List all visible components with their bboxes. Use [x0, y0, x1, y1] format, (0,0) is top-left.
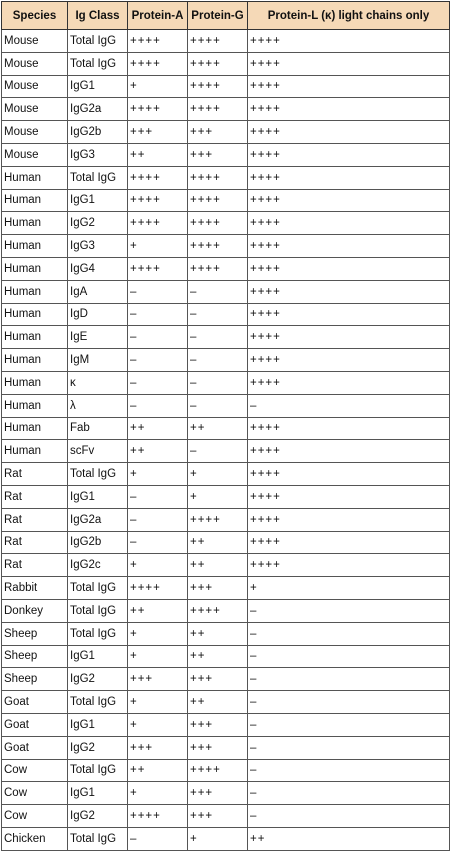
- table-row: [2, 417, 450, 440]
- table-row: [2, 440, 450, 463]
- protein-l-cell: –: [248, 759, 450, 782]
- table-row: [2, 713, 450, 736]
- protein-a-cell: ++++: [128, 189, 188, 212]
- protein-g-cell: +++: [188, 121, 248, 144]
- species-cell: Rat: [2, 485, 68, 508]
- protein-g-cell: ++: [188, 531, 248, 554]
- ig-class-cell: IgG1: [68, 485, 128, 508]
- ig-class-cell: Total IgG: [68, 577, 128, 600]
- protein-a-cell: –: [128, 394, 188, 417]
- species-cell: Human: [2, 235, 68, 258]
- protein-l-cell: +: [248, 577, 450, 600]
- header-ig-class: Ig Class: [68, 2, 128, 30]
- protein-a-cell: ++: [128, 417, 188, 440]
- ig-class-cell: IgG3: [68, 235, 128, 258]
- protein-a-cell: –: [128, 508, 188, 531]
- species-cell: Human: [2, 280, 68, 303]
- species-cell: Human: [2, 394, 68, 417]
- table-row: [2, 668, 450, 691]
- table-row: [2, 485, 450, 508]
- species-cell: Rat: [2, 508, 68, 531]
- protein-g-cell: +++: [188, 736, 248, 759]
- species-cell: Human: [2, 417, 68, 440]
- table-row: [2, 235, 450, 258]
- protein-a-cell: –: [128, 280, 188, 303]
- binding-affinity-table: [1, 1, 450, 851]
- protein-a-cell: +: [128, 235, 188, 258]
- protein-l-cell: ++++: [248, 417, 450, 440]
- protein-g-cell: –: [188, 303, 248, 326]
- protein-a-cell: +: [128, 645, 188, 668]
- protein-l-cell: ++: [248, 827, 450, 850]
- protein-a-cell: ++: [128, 759, 188, 782]
- protein-g-cell: ++++: [188, 257, 248, 280]
- table-row: [2, 121, 450, 144]
- table-row: [2, 371, 450, 394]
- protein-a-cell: –: [128, 531, 188, 554]
- protein-a-cell: +: [128, 554, 188, 577]
- ig-class-cell: Total IgG: [68, 622, 128, 645]
- protein-l-cell: –: [248, 668, 450, 691]
- ig-class-cell: IgG1: [68, 645, 128, 668]
- species-cell: Cow: [2, 782, 68, 805]
- header-protein-g: Protein-G: [188, 2, 248, 30]
- protein-l-cell: –: [248, 691, 450, 714]
- ig-class-cell: Total IgG: [68, 30, 128, 53]
- species-cell: Goat: [2, 736, 68, 759]
- protein-g-cell: ++++: [188, 599, 248, 622]
- table-row: [2, 577, 450, 600]
- table-row: [2, 599, 450, 622]
- species-cell: Mouse: [2, 30, 68, 53]
- ig-class-cell: IgE: [68, 326, 128, 349]
- protein-l-cell: ++++: [248, 235, 450, 258]
- protein-a-cell: –: [128, 371, 188, 394]
- species-cell: Human: [2, 440, 68, 463]
- species-cell: Human: [2, 371, 68, 394]
- table-row: [2, 782, 450, 805]
- protein-a-cell: +: [128, 463, 188, 486]
- protein-a-cell: ++++: [128, 30, 188, 53]
- ig-class-cell: IgG1: [68, 75, 128, 98]
- species-cell: Rat: [2, 463, 68, 486]
- ig-class-cell: IgG2: [68, 805, 128, 828]
- ig-class-cell: Total IgG: [68, 759, 128, 782]
- protein-l-cell: ++++: [248, 52, 450, 75]
- protein-a-cell: ++: [128, 440, 188, 463]
- species-cell: Human: [2, 349, 68, 372]
- protein-l-cell: –: [248, 394, 450, 417]
- protein-g-cell: +++: [188, 782, 248, 805]
- table-row: [2, 394, 450, 417]
- ig-class-cell: IgG2a: [68, 98, 128, 121]
- protein-l-cell: ++++: [248, 508, 450, 531]
- protein-g-cell: –: [188, 349, 248, 372]
- protein-g-cell: ++++: [188, 212, 248, 235]
- species-cell: Rabbit: [2, 577, 68, 600]
- ig-class-cell: Total IgG: [68, 691, 128, 714]
- protein-g-cell: ++++: [188, 759, 248, 782]
- table-row: [2, 52, 450, 75]
- ig-class-cell: IgA: [68, 280, 128, 303]
- species-cell: Mouse: [2, 52, 68, 75]
- ig-class-cell: Total IgG: [68, 166, 128, 189]
- species-cell: Cow: [2, 805, 68, 828]
- table-row: [2, 531, 450, 554]
- species-cell: Sheep: [2, 668, 68, 691]
- protein-a-cell: ++++: [128, 166, 188, 189]
- table-row: [2, 759, 450, 782]
- protein-a-cell: –: [128, 485, 188, 508]
- species-cell: Donkey: [2, 599, 68, 622]
- protein-l-cell: ++++: [248, 326, 450, 349]
- protein-g-cell: +++: [188, 713, 248, 736]
- protein-a-cell: +: [128, 622, 188, 645]
- protein-l-cell: ++++: [248, 98, 450, 121]
- protein-g-cell: +: [188, 827, 248, 850]
- header-protein-a: Protein-A: [128, 2, 188, 30]
- ig-class-cell: κ: [68, 371, 128, 394]
- protein-a-cell: ++++: [128, 577, 188, 600]
- species-cell: Mouse: [2, 121, 68, 144]
- ig-class-cell: IgM: [68, 349, 128, 372]
- header-species: Species: [2, 2, 68, 30]
- table-row: [2, 30, 450, 53]
- protein-a-cell: ++++: [128, 805, 188, 828]
- protein-g-cell: +++: [188, 805, 248, 828]
- protein-g-cell: –: [188, 326, 248, 349]
- species-cell: Chicken: [2, 827, 68, 850]
- table-row: [2, 143, 450, 166]
- protein-g-cell: ++++: [188, 75, 248, 98]
- protein-a-cell: ++++: [128, 257, 188, 280]
- species-cell: Human: [2, 257, 68, 280]
- species-cell: Mouse: [2, 75, 68, 98]
- table-row: [2, 691, 450, 714]
- protein-l-cell: ++++: [248, 75, 450, 98]
- protein-l-cell: ++++: [248, 531, 450, 554]
- protein-l-cell: ++++: [248, 189, 450, 212]
- protein-a-cell: +++: [128, 121, 188, 144]
- protein-a-cell: +: [128, 782, 188, 805]
- header-row: [2, 2, 450, 30]
- protein-g-cell: –: [188, 280, 248, 303]
- protein-g-cell: ++++: [188, 52, 248, 75]
- protein-l-cell: ++++: [248, 371, 450, 394]
- protein-g-cell: –: [188, 394, 248, 417]
- protein-l-cell: ++++: [248, 349, 450, 372]
- protein-l-cell: ++++: [248, 143, 450, 166]
- ig-class-cell: IgG2b: [68, 121, 128, 144]
- species-cell: Human: [2, 189, 68, 212]
- table-row: [2, 280, 450, 303]
- ig-class-cell: IgG2b: [68, 531, 128, 554]
- protein-a-cell: +++: [128, 668, 188, 691]
- protein-a-cell: –: [128, 349, 188, 372]
- ig-class-cell: IgG3: [68, 143, 128, 166]
- species-cell: Goat: [2, 691, 68, 714]
- protein-a-cell: ++: [128, 143, 188, 166]
- table-row: [2, 645, 450, 668]
- species-cell: Human: [2, 166, 68, 189]
- protein-g-cell: ++: [188, 691, 248, 714]
- protein-l-cell: –: [248, 782, 450, 805]
- protein-l-cell: ++++: [248, 30, 450, 53]
- protein-g-cell: ++++: [188, 235, 248, 258]
- protein-a-cell: –: [128, 326, 188, 349]
- ig-class-cell: Total IgG: [68, 827, 128, 850]
- protein-l-cell: ++++: [248, 463, 450, 486]
- species-cell: Mouse: [2, 143, 68, 166]
- species-cell: Human: [2, 326, 68, 349]
- ig-class-cell: IgG2: [68, 212, 128, 235]
- protein-l-cell: ++++: [248, 121, 450, 144]
- protein-a-cell: +: [128, 75, 188, 98]
- species-cell: Goat: [2, 713, 68, 736]
- protein-g-cell: –: [188, 371, 248, 394]
- protein-l-cell: –: [248, 713, 450, 736]
- species-cell: Sheep: [2, 622, 68, 645]
- protein-g-cell: +++: [188, 577, 248, 600]
- ig-class-cell: IgD: [68, 303, 128, 326]
- species-cell: Rat: [2, 531, 68, 554]
- protein-g-cell: +++: [188, 143, 248, 166]
- header-protein-l: Protein-L (κ) light chains only: [248, 2, 450, 30]
- table-row: [2, 257, 450, 280]
- table-row: [2, 303, 450, 326]
- ig-class-cell: IgG4: [68, 257, 128, 280]
- protein-a-cell: +++: [128, 736, 188, 759]
- protein-g-cell: ++++: [188, 189, 248, 212]
- protein-l-cell: ++++: [248, 440, 450, 463]
- ig-class-cell: IgG1: [68, 713, 128, 736]
- species-cell: Human: [2, 212, 68, 235]
- protein-a-cell: +: [128, 713, 188, 736]
- protein-l-cell: ++++: [248, 303, 450, 326]
- ig-class-cell: λ: [68, 394, 128, 417]
- table-row: [2, 736, 450, 759]
- table-row: [2, 805, 450, 828]
- ig-class-cell: IgG1: [68, 189, 128, 212]
- table-row: [2, 212, 450, 235]
- table-row: [2, 75, 450, 98]
- species-cell: Mouse: [2, 98, 68, 121]
- species-cell: Human: [2, 303, 68, 326]
- ig-class-cell: scFv: [68, 440, 128, 463]
- ig-class-cell: Total IgG: [68, 52, 128, 75]
- protein-a-cell: –: [128, 303, 188, 326]
- protein-g-cell: –: [188, 440, 248, 463]
- table-row: [2, 326, 450, 349]
- table-row: [2, 463, 450, 486]
- table-row: [2, 622, 450, 645]
- protein-l-cell: –: [248, 805, 450, 828]
- protein-l-cell: ++++: [248, 554, 450, 577]
- protein-l-cell: ++++: [248, 280, 450, 303]
- protein-g-cell: ++++: [188, 30, 248, 53]
- ig-class-cell: Total IgG: [68, 599, 128, 622]
- protein-g-cell: ++++: [188, 166, 248, 189]
- protein-l-cell: ++++: [248, 212, 450, 235]
- table-row: [2, 508, 450, 531]
- table-row: [2, 349, 450, 372]
- table-body: [2, 30, 450, 851]
- protein-l-cell: –: [248, 645, 450, 668]
- protein-l-cell: ++++: [248, 257, 450, 280]
- protein-g-cell: +++: [188, 668, 248, 691]
- protein-a-cell: ++: [128, 599, 188, 622]
- species-cell: Rat: [2, 554, 68, 577]
- protein-l-cell: ++++: [248, 485, 450, 508]
- protein-l-cell: –: [248, 599, 450, 622]
- table-row: [2, 827, 450, 850]
- ig-class-cell: IgG1: [68, 782, 128, 805]
- ig-class-cell: Total IgG: [68, 463, 128, 486]
- table-row: [2, 554, 450, 577]
- protein-a-cell: –: [128, 827, 188, 850]
- protein-l-cell: –: [248, 622, 450, 645]
- protein-g-cell: +: [188, 485, 248, 508]
- table-row: [2, 98, 450, 121]
- protein-a-cell: ++++: [128, 98, 188, 121]
- protein-g-cell: +: [188, 463, 248, 486]
- ig-class-cell: IgG2: [68, 668, 128, 691]
- ig-class-cell: IgG2c: [68, 554, 128, 577]
- table-row: [2, 189, 450, 212]
- table-row: [2, 166, 450, 189]
- ig-class-cell: Fab: [68, 417, 128, 440]
- protein-g-cell: ++: [188, 417, 248, 440]
- protein-a-cell: +: [128, 691, 188, 714]
- protein-g-cell: ++: [188, 554, 248, 577]
- protein-g-cell: ++++: [188, 98, 248, 121]
- species-cell: Cow: [2, 759, 68, 782]
- protein-l-cell: –: [248, 736, 450, 759]
- protein-g-cell: ++: [188, 645, 248, 668]
- protein-g-cell: ++++: [188, 508, 248, 531]
- protein-g-cell: ++: [188, 622, 248, 645]
- ig-class-cell: IgG2a: [68, 508, 128, 531]
- ig-class-cell: IgG2: [68, 736, 128, 759]
- protein-l-cell: ++++: [248, 166, 450, 189]
- species-cell: Sheep: [2, 645, 68, 668]
- protein-a-cell: ++++: [128, 52, 188, 75]
- protein-a-cell: ++++: [128, 212, 188, 235]
